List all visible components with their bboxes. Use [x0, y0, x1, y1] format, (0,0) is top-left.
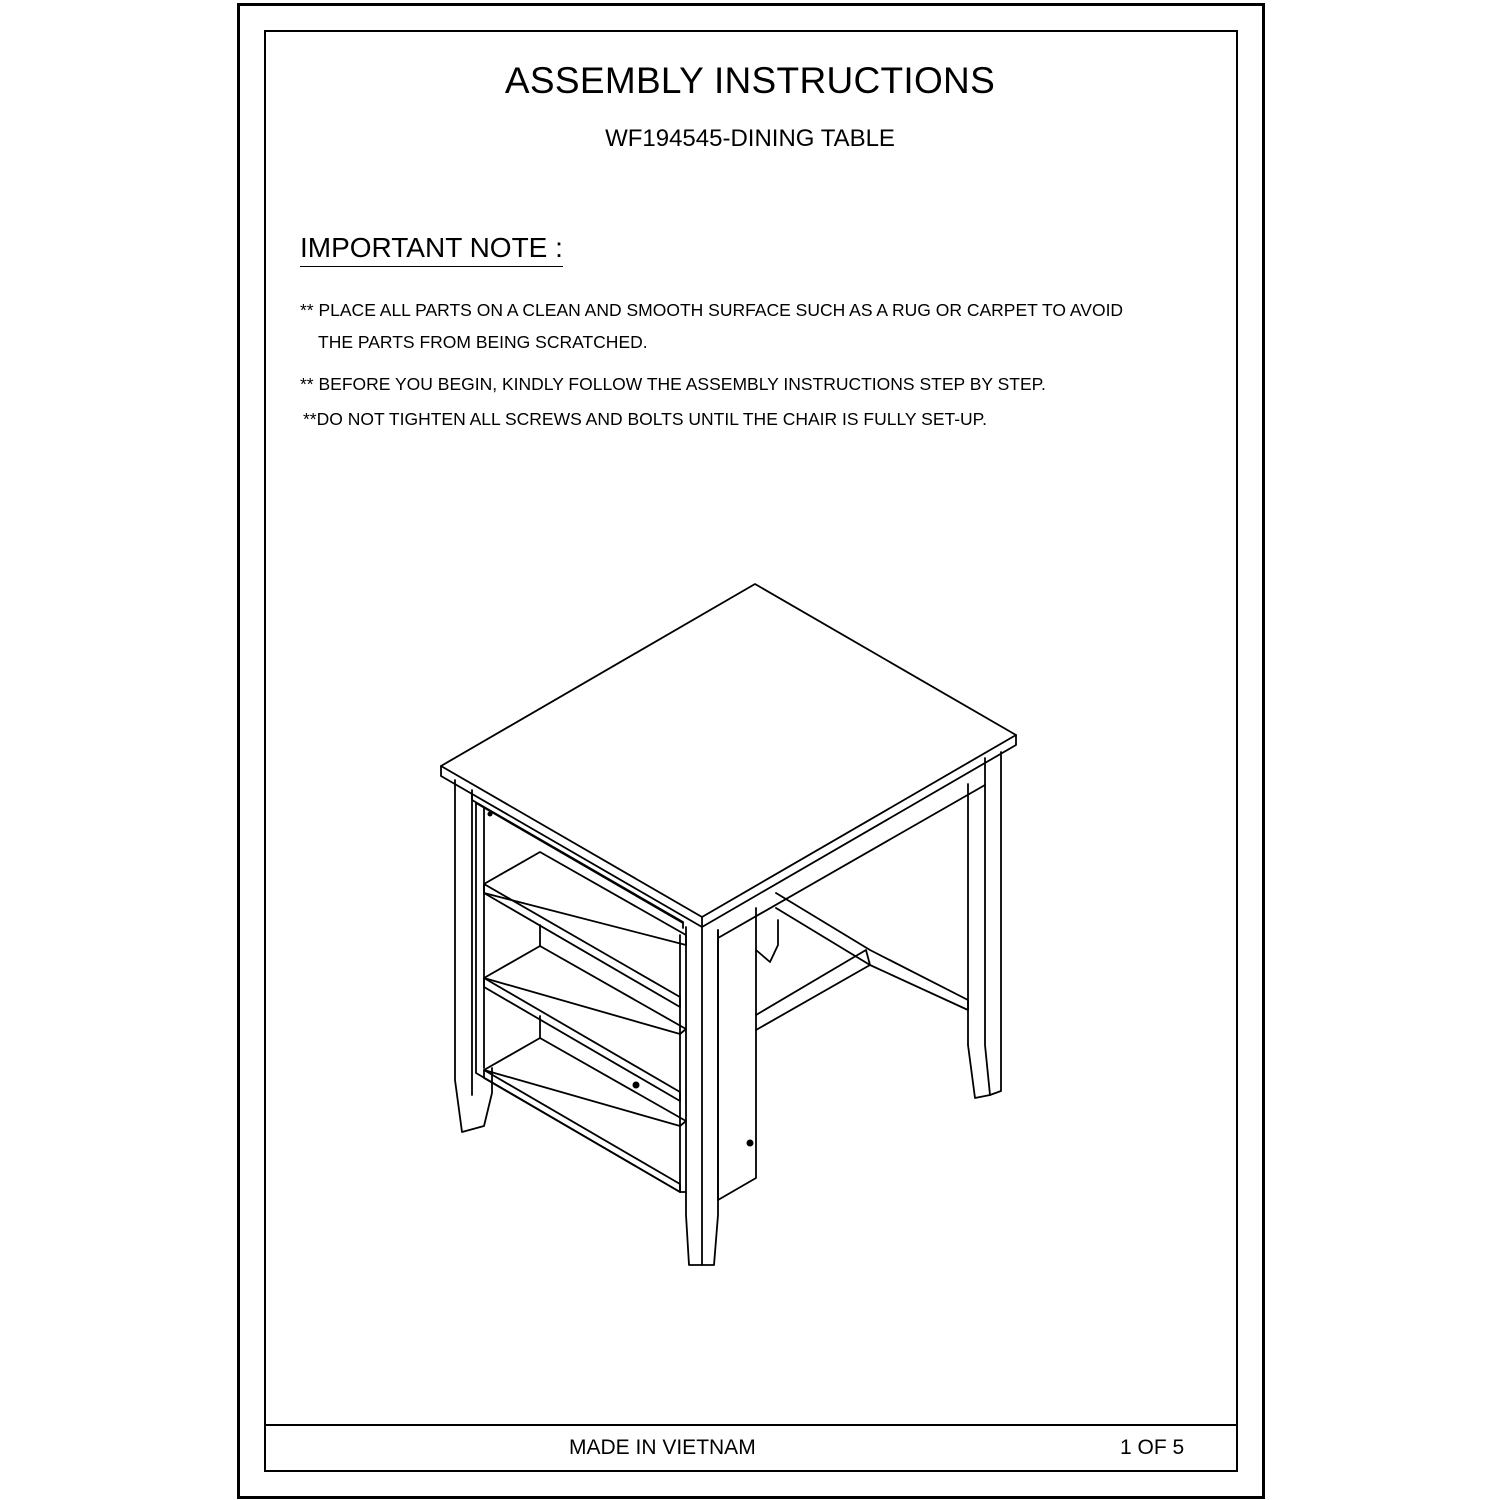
right-leg [985, 752, 1001, 1095]
note-line-2: ** BEFORE YOU BEGIN, KINDLY FOLLOW THE ASSEMBLY INSTRUCTIONS STEP BY STEP. [300, 374, 1046, 394]
note-line-3: **DO NOT TIGHTEN ALL SCREWS AND BOLTS UNTIL THE CHAIR IS FULLY SET-UP. [303, 409, 987, 429]
shelf-bottom-front [484, 1070, 680, 1192]
screw-hole [747, 1140, 754, 1147]
made-in-label: MADE IN VIETNAM [569, 1436, 756, 1459]
shelf-middle [484, 946, 686, 1034]
right-leg-foot [968, 1045, 990, 1098]
right-apron [718, 785, 985, 938]
stretcher-long [776, 893, 968, 1010]
screw-hole [488, 812, 493, 817]
note-line-1-continued: THE PARTS FROM BEING SCRATCHED. [318, 332, 648, 352]
page-title: ASSEMBLY INSTRUCTIONS [504, 60, 996, 101]
left-apron-lower [476, 803, 683, 923]
storage-back-panel [718, 938, 756, 1200]
stretcher-cross [756, 950, 870, 1030]
shelf-bottom [484, 1038, 686, 1126]
screw-hole [633, 1082, 640, 1089]
shelf-middle-front [484, 978, 680, 1101]
back-leg [756, 908, 778, 962]
table-top-surface [441, 584, 1016, 917]
product-subtitle: WF194545-DINING TABLE [605, 125, 895, 152]
note-line-1: ** PLACE ALL PARTS ON A CLEAN AND SMOOTH SURFACE SUCH AS A RUG OR CARPET TO AVOID [300, 300, 1124, 320]
important-note-heading: IMPORTANT NOTE : [300, 232, 563, 267]
page-number: 1 OF 5 [1120, 1436, 1185, 1459]
